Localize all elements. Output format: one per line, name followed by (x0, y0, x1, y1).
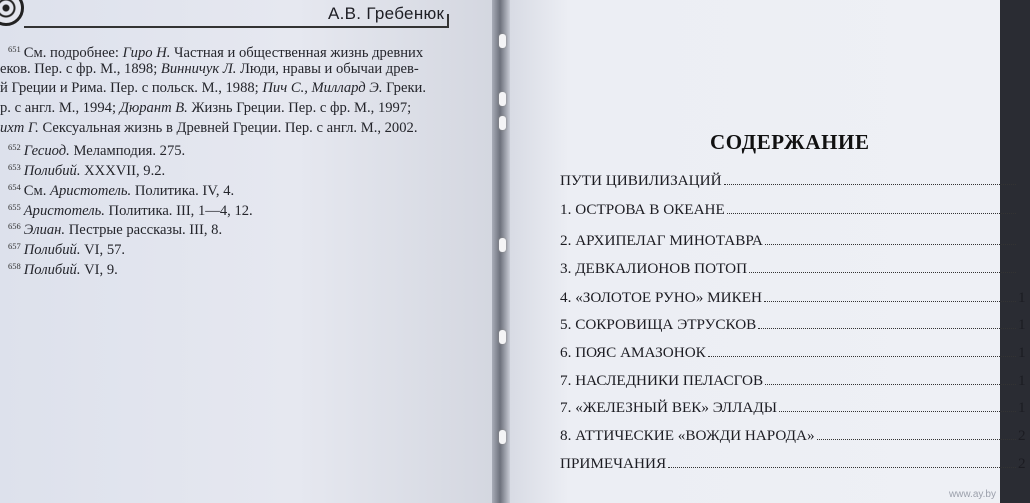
toc-entry (560, 195, 1030, 219)
footnote-italic-text: Аристотель. (50, 182, 132, 199)
footnote-text: Меламподия. 275. (69, 143, 186, 160)
footnote-text: Частная и общественная жизнь древних (170, 45, 424, 61)
toc-entry-label: 6. ПОЯС АМАЗОНОК (560, 344, 706, 361)
footnote-text: Жизнь Греции. Пер. с фр. М., 1997; (187, 100, 412, 117)
footnote-line (0, 178, 470, 198)
footnote-italic-text: Винничук Л. (160, 60, 237, 77)
toc-entry-label: 3. ДЕВКАЛИОНОВ ПОТОП (560, 260, 748, 277)
footnote-text: р. с англ. М., 1994; (0, 100, 120, 117)
footnote-text: Политика. IV, 4. (131, 182, 235, 199)
footnote-text: Политика. III, 1—4, 12. (104, 202, 253, 219)
footnote-text: еков. Пер. с фр. М., 1898; (0, 60, 161, 77)
toc-entry (560, 166, 1030, 190)
emblem-icon (0, 0, 24, 26)
footnote-italic-text: Полибий. (23, 241, 81, 258)
toc-leader-dots (724, 184, 1016, 185)
watermark: www.ay.by (948, 489, 996, 500)
toc-leader-dots (727, 213, 1016, 214)
toc-entry (560, 283, 1030, 307)
footnote-text: Сексуальная жизнь в Древней Греции. Пер. с англ. М., 2002. (38, 119, 418, 136)
toc-leader-dots (749, 272, 1016, 273)
toc-entry (560, 226, 1030, 250)
toc-page-number: 1 (1018, 344, 1026, 361)
footnote-italic-text: Гесиод. (23, 143, 70, 160)
binding-stitch (499, 34, 506, 48)
footnote-text: VI, 57. (80, 241, 126, 258)
toc-page-number: 1 (1018, 399, 1026, 416)
toc-entry (560, 449, 1030, 473)
footnote-italic-text: Дюрант В. (119, 100, 188, 117)
footnote-number: 651 (8, 44, 21, 54)
footnote-text: VI, 9. (80, 261, 118, 278)
footnote-line (0, 79, 470, 99)
toc-entry-label: 8. АТТИЧЕСКИЕ «ВОЖДИ НАРОДА» (560, 427, 815, 444)
binding-stitch (499, 116, 506, 130)
footnote-italic-text: ихт Г. (0, 119, 39, 136)
footnote-number: 658 (8, 260, 21, 271)
toc-entry-label: ПРИМЕЧАНИЯ (560, 455, 667, 472)
binding-stitch (499, 238, 506, 252)
footnote-italic-text: Пич С., Миллард Э. (262, 80, 383, 97)
toc-entry-label: ПУТИ ЦИВИЛИЗАЦИЙ (560, 172, 722, 189)
toc-page-number: 1 (1018, 372, 1026, 389)
toc-entry-label: 4. «ЗОЛОТОЕ РУНО» МИКЕН (560, 289, 762, 306)
toc-entry (560, 338, 1030, 362)
footnote-line (0, 158, 470, 178)
footnote-italic-text: Полибий. (23, 163, 81, 180)
footnote-text: XXXVII, 9.2. (80, 163, 166, 180)
footnote-italic-text: Полибий. (23, 261, 81, 278)
footnote-line (0, 198, 470, 218)
toc-leader-dots (764, 301, 1016, 302)
toc-leader-dots (708, 356, 1016, 357)
toc-entry-label: 5. СОКРОВИЩА ЭТРУСКОВ (560, 316, 757, 333)
toc-entry-label: 7. «ЖЕЛЕЗНЫЙ ВЕК» ЭЛЛАДЫ (560, 399, 777, 416)
toc-page-number: 2 (1018, 455, 1026, 472)
footnotes-block (0, 40, 470, 276)
toc-title: СОДЕРЖАНИЕ (710, 130, 870, 154)
left-page (0, 0, 492, 503)
footnote-line (0, 99, 470, 119)
footnote-line (0, 60, 470, 80)
toc-entry-label: 2. АРХИПЕЛАГ МИНОТАВРА (560, 232, 763, 249)
binding-stitch (499, 430, 506, 444)
header-rule (24, 26, 449, 28)
footnote-line (0, 138, 470, 158)
running-header-author: А.В. Гребенюк (328, 4, 445, 23)
footnote-number: 652 (8, 142, 21, 153)
footnote-text: Греки. (382, 80, 427, 97)
footnote-text: Пестрые рассказы. III, 8. (65, 222, 223, 239)
toc-entry (560, 310, 1030, 334)
toc-page-number: 1 (1018, 316, 1026, 333)
footnote-line (0, 217, 470, 237)
footnote-number: 655 (8, 201, 21, 212)
footnote-number: 653 (8, 162, 21, 173)
footnote-italic-text: Гиро Н. (122, 45, 171, 61)
footnote-line (0, 119, 470, 139)
header-rule-tick (447, 14, 449, 28)
toc-leader-dots (817, 439, 1016, 440)
footnote-line (0, 40, 470, 60)
footnote-text: й Греции и Рима. Пер. с польск. М., 1988; (0, 80, 263, 97)
footnote-italic-text: Элиан. (23, 222, 66, 239)
footnote-number: 657 (8, 240, 21, 251)
toc-leader-dots (668, 467, 1016, 468)
footnote-italic-text: Аристотель. (23, 202, 105, 219)
footnote-text: См. (23, 182, 51, 199)
footnote-line (0, 237, 470, 257)
footnote-number: 654 (8, 181, 21, 192)
toc-entry-label: 7. НАСЛЕДНИКИ ПЕЛАСГОВ (560, 372, 764, 389)
toc-page-number: 2 (1018, 427, 1026, 444)
toc-leader-dots (779, 411, 1016, 412)
footnote-text: Люди, нравы и обычаи древ- (236, 60, 419, 77)
binding-stitch (499, 330, 506, 344)
toc-entry (560, 366, 1030, 390)
footnote-number: 656 (8, 221, 21, 232)
toc-leader-dots (765, 244, 1016, 245)
toc-leader-dots (758, 328, 1016, 329)
toc-leader-dots (765, 384, 1016, 385)
footnote-text: См. подробнее: (23, 45, 123, 61)
toc-page-number: 1 (1018, 289, 1026, 306)
binding-stitch (499, 92, 506, 106)
toc-entry-label: 1. ОСТРОВА В ОКЕАНЕ (560, 201, 725, 218)
bleed-through-text (40, 260, 460, 314)
toc-entry (560, 254, 1030, 278)
toc-entry (560, 421, 1030, 445)
toc-entry (560, 393, 1030, 417)
